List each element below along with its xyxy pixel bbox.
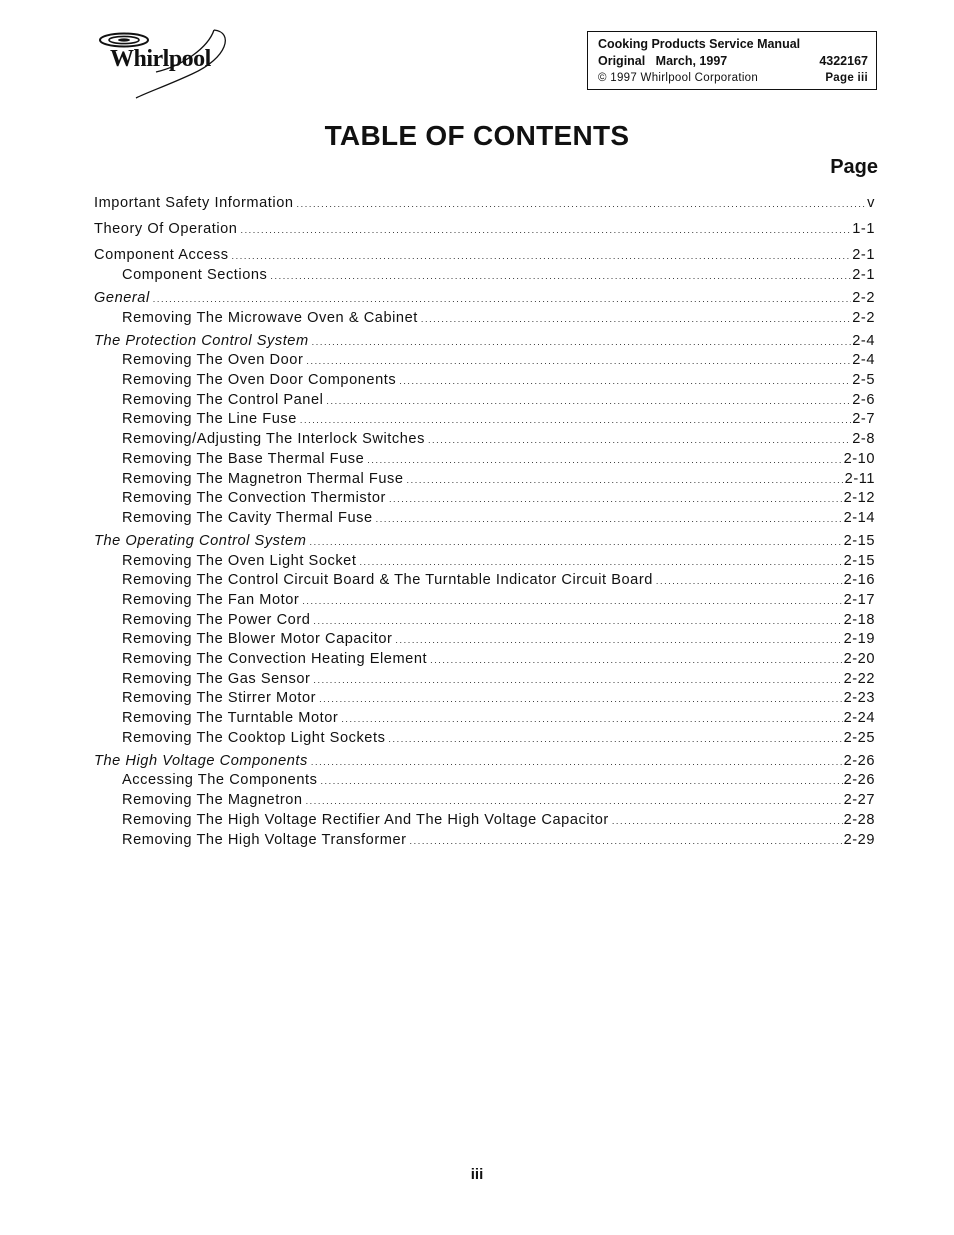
edition: Original: [598, 54, 646, 68]
toc-dot-leader: [430, 651, 842, 670]
toc-subentry: [94, 470, 875, 490]
toc-entry-page: 2-1: [852, 267, 875, 284]
edition-date: March, 1997: [655, 54, 728, 68]
toc-entry-label: Theory Of Operation: [94, 221, 238, 238]
toc-subentry: [94, 811, 875, 831]
toc-dot-leader: [313, 612, 842, 631]
toc-entry-page: 2-8: [852, 431, 875, 448]
toc-dot-leader: [428, 431, 851, 450]
toc-entry-label: Removing The Control Circuit Board & The Turntable Indicator Circuit Board: [122, 572, 653, 589]
toc-entry-label: Removing The Oven Door: [122, 352, 304, 369]
toc-entry-page: v: [867, 195, 875, 211]
toc-dot-leader: [302, 592, 842, 611]
toc-dot-leader: [300, 411, 851, 430]
toc-entry-label: Removing The Blower Motor Capacitor: [122, 631, 393, 648]
toc-subentry: [94, 430, 875, 450]
toc-entry-label: The Operating Control System: [94, 532, 307, 549]
toc-dot-leader: [612, 812, 843, 831]
toc-dot-leader: [312, 333, 852, 352]
toc-entry-page: 2-16: [843, 572, 875, 589]
toc-entry-page: 1-1: [852, 221, 875, 238]
toc-subentry: [94, 591, 875, 611]
part-number: 4322167: [819, 54, 868, 68]
toc-subentry: [94, 689, 875, 709]
toc-entry-page: 2-14: [843, 509, 875, 526]
toc-entry-label: Removing The Turntable Motor: [122, 710, 339, 727]
toc-subentry: [94, 791, 875, 811]
toc-subentry: [94, 351, 875, 371]
toc-dot-leader: [359, 553, 842, 572]
whirlpool-logo: [96, 26, 236, 102]
page-column-label: Page: [830, 156, 878, 178]
toc-entry-label: Removing The Cavity Thermal Fuse: [122, 509, 373, 526]
toc-entry-page: 2-19: [843, 631, 875, 648]
toc-entry-page: 2-4: [852, 352, 875, 369]
toc-subentry: [94, 650, 875, 670]
toc-dot-leader: [240, 221, 851, 240]
toc-entry-label: Removing The Magnetron: [122, 792, 303, 809]
toc-dot-leader: [421, 310, 851, 329]
toc-entry-label: Important Safety Information: [94, 195, 294, 211]
info-row-title: [598, 36, 876, 53]
toc-entry-label: Removing The Gas Sensor: [122, 670, 311, 687]
toc-entry-page: 2-5: [852, 372, 875, 388]
toc-subentry: [94, 831, 875, 851]
toc-entry-label: Removing The Base Thermal Fuse: [122, 450, 365, 467]
toc-entry-label: Removing The Line Fuse: [122, 411, 297, 428]
toc-entry-label: Removing The Power Cord: [122, 611, 311, 628]
toc-entry-page: 2-22: [843, 670, 875, 687]
toc-entry-page: 2-11: [844, 470, 875, 487]
toc-entry-page: 2-15: [843, 552, 875, 569]
toc-section-entry: [94, 220, 875, 240]
toc-entry-page: 2-10: [843, 450, 875, 467]
toc-dot-leader: [399, 372, 851, 391]
toc-subentry: [94, 611, 875, 631]
manual-title: Cooking Products Service Manual: [598, 37, 801, 51]
toc-dot-leader: [407, 471, 844, 490]
toc-subentry: [94, 509, 875, 529]
toc-entry-label: Removing The Oven Light Socket: [122, 552, 357, 569]
toc-entry-page: 2-24: [843, 710, 875, 727]
page-indicator: Page iii: [825, 72, 868, 84]
toc-entry-page: 2-18: [843, 611, 875, 628]
toc-subentry: [94, 391, 875, 411]
toc-entry-label: Removing The Fan Motor: [122, 591, 300, 608]
toc-subentry: [94, 552, 875, 572]
toc-dot-leader: [306, 352, 851, 371]
toc-entry-page: 2-20: [843, 651, 875, 668]
toc-dot-leader: [326, 392, 851, 411]
toc-dot-leader: [376, 510, 843, 529]
toc-entry-label: Removing/Adjusting The Interlock Switches: [122, 431, 425, 448]
table-of-contents: [94, 194, 875, 850]
toc-section-entry: [94, 194, 875, 214]
toc-dot-leader: [341, 710, 842, 729]
toc-subentry: [94, 571, 875, 591]
footer-page-number: iii: [470, 1166, 484, 1183]
document-info-box: [587, 31, 877, 90]
toc-dot-leader: [395, 631, 842, 650]
toc-entry-page: 2-26: [843, 772, 875, 789]
toc-entry-page: 2-29: [843, 831, 875, 848]
toc-dot-leader: [311, 753, 843, 772]
toc-dot-leader: [388, 730, 842, 749]
toc-section-entry: [94, 532, 875, 552]
toc-section-entry: [94, 246, 875, 266]
toc-subentry: [94, 771, 875, 791]
toc-subentry: [94, 266, 875, 286]
toc-subentry: [94, 371, 875, 391]
info-row-edition: [598, 53, 876, 70]
toc-entry-page: 2-12: [843, 490, 875, 507]
toc-dot-leader: [310, 533, 843, 552]
logo-wordmark: Whirlpool: [110, 46, 211, 72]
toc-entry-page: 2-4: [852, 332, 875, 349]
toc-dot-leader: [389, 490, 843, 509]
toc-section-entry: [94, 289, 875, 309]
toc-entry-label: Removing The High Voltage Rectifier And The High Voltage Capacitor: [122, 811, 609, 828]
toc-subentry: [94, 670, 875, 690]
toc-entry-page: 2-25: [843, 729, 875, 746]
toc-entry-label: The High Voltage Components: [94, 752, 308, 769]
toc-entry-page: 2-28: [843, 811, 875, 828]
toc-entry-label: Removing The Magnetron Thermal Fuse: [122, 470, 404, 487]
toc-entry-page: 2-26: [843, 752, 875, 769]
toc-entry-page: 2-6: [852, 391, 875, 408]
toc-entry-label: Removing The Convection Heating Element: [122, 651, 428, 668]
toc-subentry: [94, 410, 875, 430]
toc-entry-label: The Protection Control System: [94, 332, 309, 349]
toc-subentry: [94, 709, 875, 729]
toc-subentry: [94, 309, 875, 329]
toc-entry-label: Accessing The Components: [122, 772, 318, 789]
toc-dot-leader: [306, 792, 843, 811]
info-row-copyright: [598, 70, 876, 87]
toc-dot-leader: [410, 832, 843, 851]
toc-dot-leader: [319, 690, 843, 709]
toc-entry-label: General: [94, 290, 150, 306]
toc-section-entry: [94, 752, 875, 772]
toc-subentry: [94, 450, 875, 470]
toc-entry-page: 2-7: [852, 411, 875, 428]
toc-entry-page: 2-17: [843, 591, 875, 608]
toc-dot-leader: [367, 451, 842, 470]
toc-entry-page: 2-1: [852, 247, 875, 264]
toc-dot-leader: [313, 671, 842, 690]
copyright: © 1997 Whirlpool Corporation: [598, 72, 759, 84]
toc-dot-leader: [153, 290, 851, 309]
toc-entry-page: 2-23: [843, 690, 875, 707]
toc-dot-leader: [320, 772, 842, 791]
toc-entry-page: 2-27: [843, 792, 875, 809]
toc-entry-label: Removing The Control Panel: [122, 391, 324, 408]
toc-entry-page: 2-2: [852, 309, 875, 326]
toc-entry-label: Component Sections: [122, 267, 268, 284]
toc-subentry: [94, 630, 875, 650]
toc-entry-label: Removing The Cooktop Light Sockets: [122, 729, 386, 746]
toc-dot-leader: [232, 247, 852, 266]
toc-dot-leader: [656, 572, 843, 591]
toc-entry-label: Component Access: [94, 247, 229, 264]
page-title: TABLE OF CONTENTS: [324, 120, 630, 151]
toc-entry-label: Removing The Convection Thermistor: [122, 490, 386, 507]
toc-entry-label: Removing The High Voltage Transformer: [122, 831, 407, 848]
toc-subentry: [94, 729, 875, 749]
toc-entry-page: 2-2: [852, 290, 875, 306]
toc-dot-leader: [270, 267, 851, 286]
toc-entry-label: Removing The Microwave Oven & Cabinet: [122, 309, 418, 326]
toc-entry-label: Removing The Stirrer Motor: [122, 690, 317, 707]
toc-dot-leader: [297, 195, 867, 214]
toc-entry-page: 2-15: [843, 532, 875, 549]
toc-section-entry: [94, 332, 875, 352]
toc-subentry: [94, 489, 875, 509]
toc-entry-label: Removing The Oven Door Components: [122, 372, 397, 388]
